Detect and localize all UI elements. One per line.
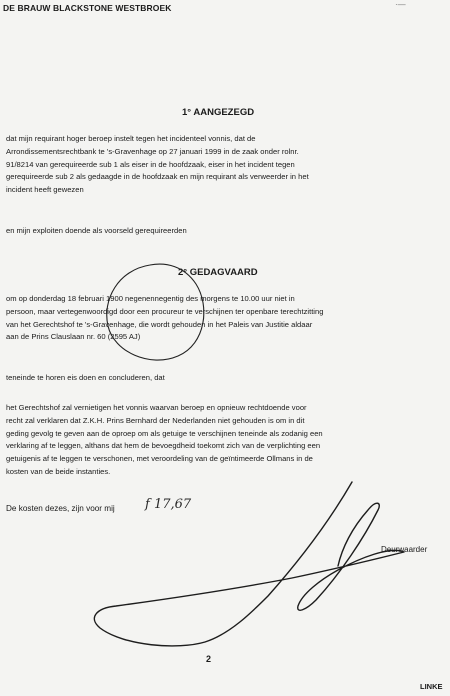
- paragraph-line: Arrondissementsrechtbank te 's-Gravenhage op 27 januari 1999 in de zaak onder rolnr.: [6, 146, 299, 156]
- reference-mark: LINKE: [420, 682, 443, 691]
- paragraph-line: 91/8214 van gerequireerde sub 1 als eiser in de hoofdzaak, eiser in het incident tegen: [6, 159, 295, 169]
- costs-statement: De kosten dezes, zijn voor mij: [6, 504, 115, 513]
- claim-line: geding gevolg te geven aan de oproep om als getuige te verschijnen teneinde als zodanig een: [6, 428, 323, 438]
- claim-line: kosten van de beide instanties.: [6, 466, 111, 476]
- claim-line: het Gerechtshof zal vernietigen het vonnis waarvan beroep en opnieuw rechtdoende voor: [6, 403, 307, 412]
- signatory-title: Deurwaarder: [381, 545, 428, 554]
- corner-mark: ·—: [395, 0, 406, 9]
- paragraph-line: van het Gerechtshof te 's-Gravenhage, die wordt gehouden in het Paleis van Justitie aldaar: [6, 319, 313, 329]
- handwritten-amount: f 17,67: [145, 497, 192, 512]
- paragraph-line: persoon, maar vertegenwoordigd door een procureur te verschijnen ter openbare terechtzitting: [6, 306, 324, 316]
- section-1-closing: en mijn exploiten doende als voorseld gerequireerden: [6, 226, 187, 235]
- paragraph-line: dat mijn requirant hoger beroep instelt tegen het incidenteel vonnis, dat de: [6, 134, 256, 143]
- firm-letterhead: DE BRAUW BLACKSTONE WESTBROEK: [3, 3, 172, 13]
- section-2-purpose: teneinde te horen eis doen en concluderen, dat: [6, 373, 165, 382]
- claim-line: recht zal verklaren dat Z.K.H. Prins Bernhard der Nederlanden niet gehouden is om in dit: [6, 415, 305, 425]
- paragraph-line: om op donderdag 18 februari 1900 negenennegentig des morgens te 10.00 uur niet in: [6, 294, 295, 303]
- claim-line: getuigenis af te leggen te verschonen, met veroordeling van de geïntimeerde Ollmans in de: [6, 454, 313, 464]
- signature: [94, 482, 404, 646]
- paragraph-line: incident heeft gewezen: [6, 185, 84, 195]
- handwritten-circle: [107, 264, 204, 360]
- section-1-heading: 1° AANGEZEGD: [182, 107, 255, 118]
- paragraph-line: aan de Prins Clauslaan nr. 60 (2595 AJ): [6, 332, 141, 342]
- page-number: 2: [206, 654, 212, 664]
- section-2-heading: 2° GEDAGVAARD: [178, 267, 258, 278]
- paragraph-line: gerequireerde sub 2 als gedaagde in de hoofdzaak en mijn requirant als verweerder in het: [6, 172, 309, 182]
- claim-line: verklaring af te leggen, althans dat hem de bevoegdheid toekomt zich van de verplichting een: [6, 441, 321, 451]
